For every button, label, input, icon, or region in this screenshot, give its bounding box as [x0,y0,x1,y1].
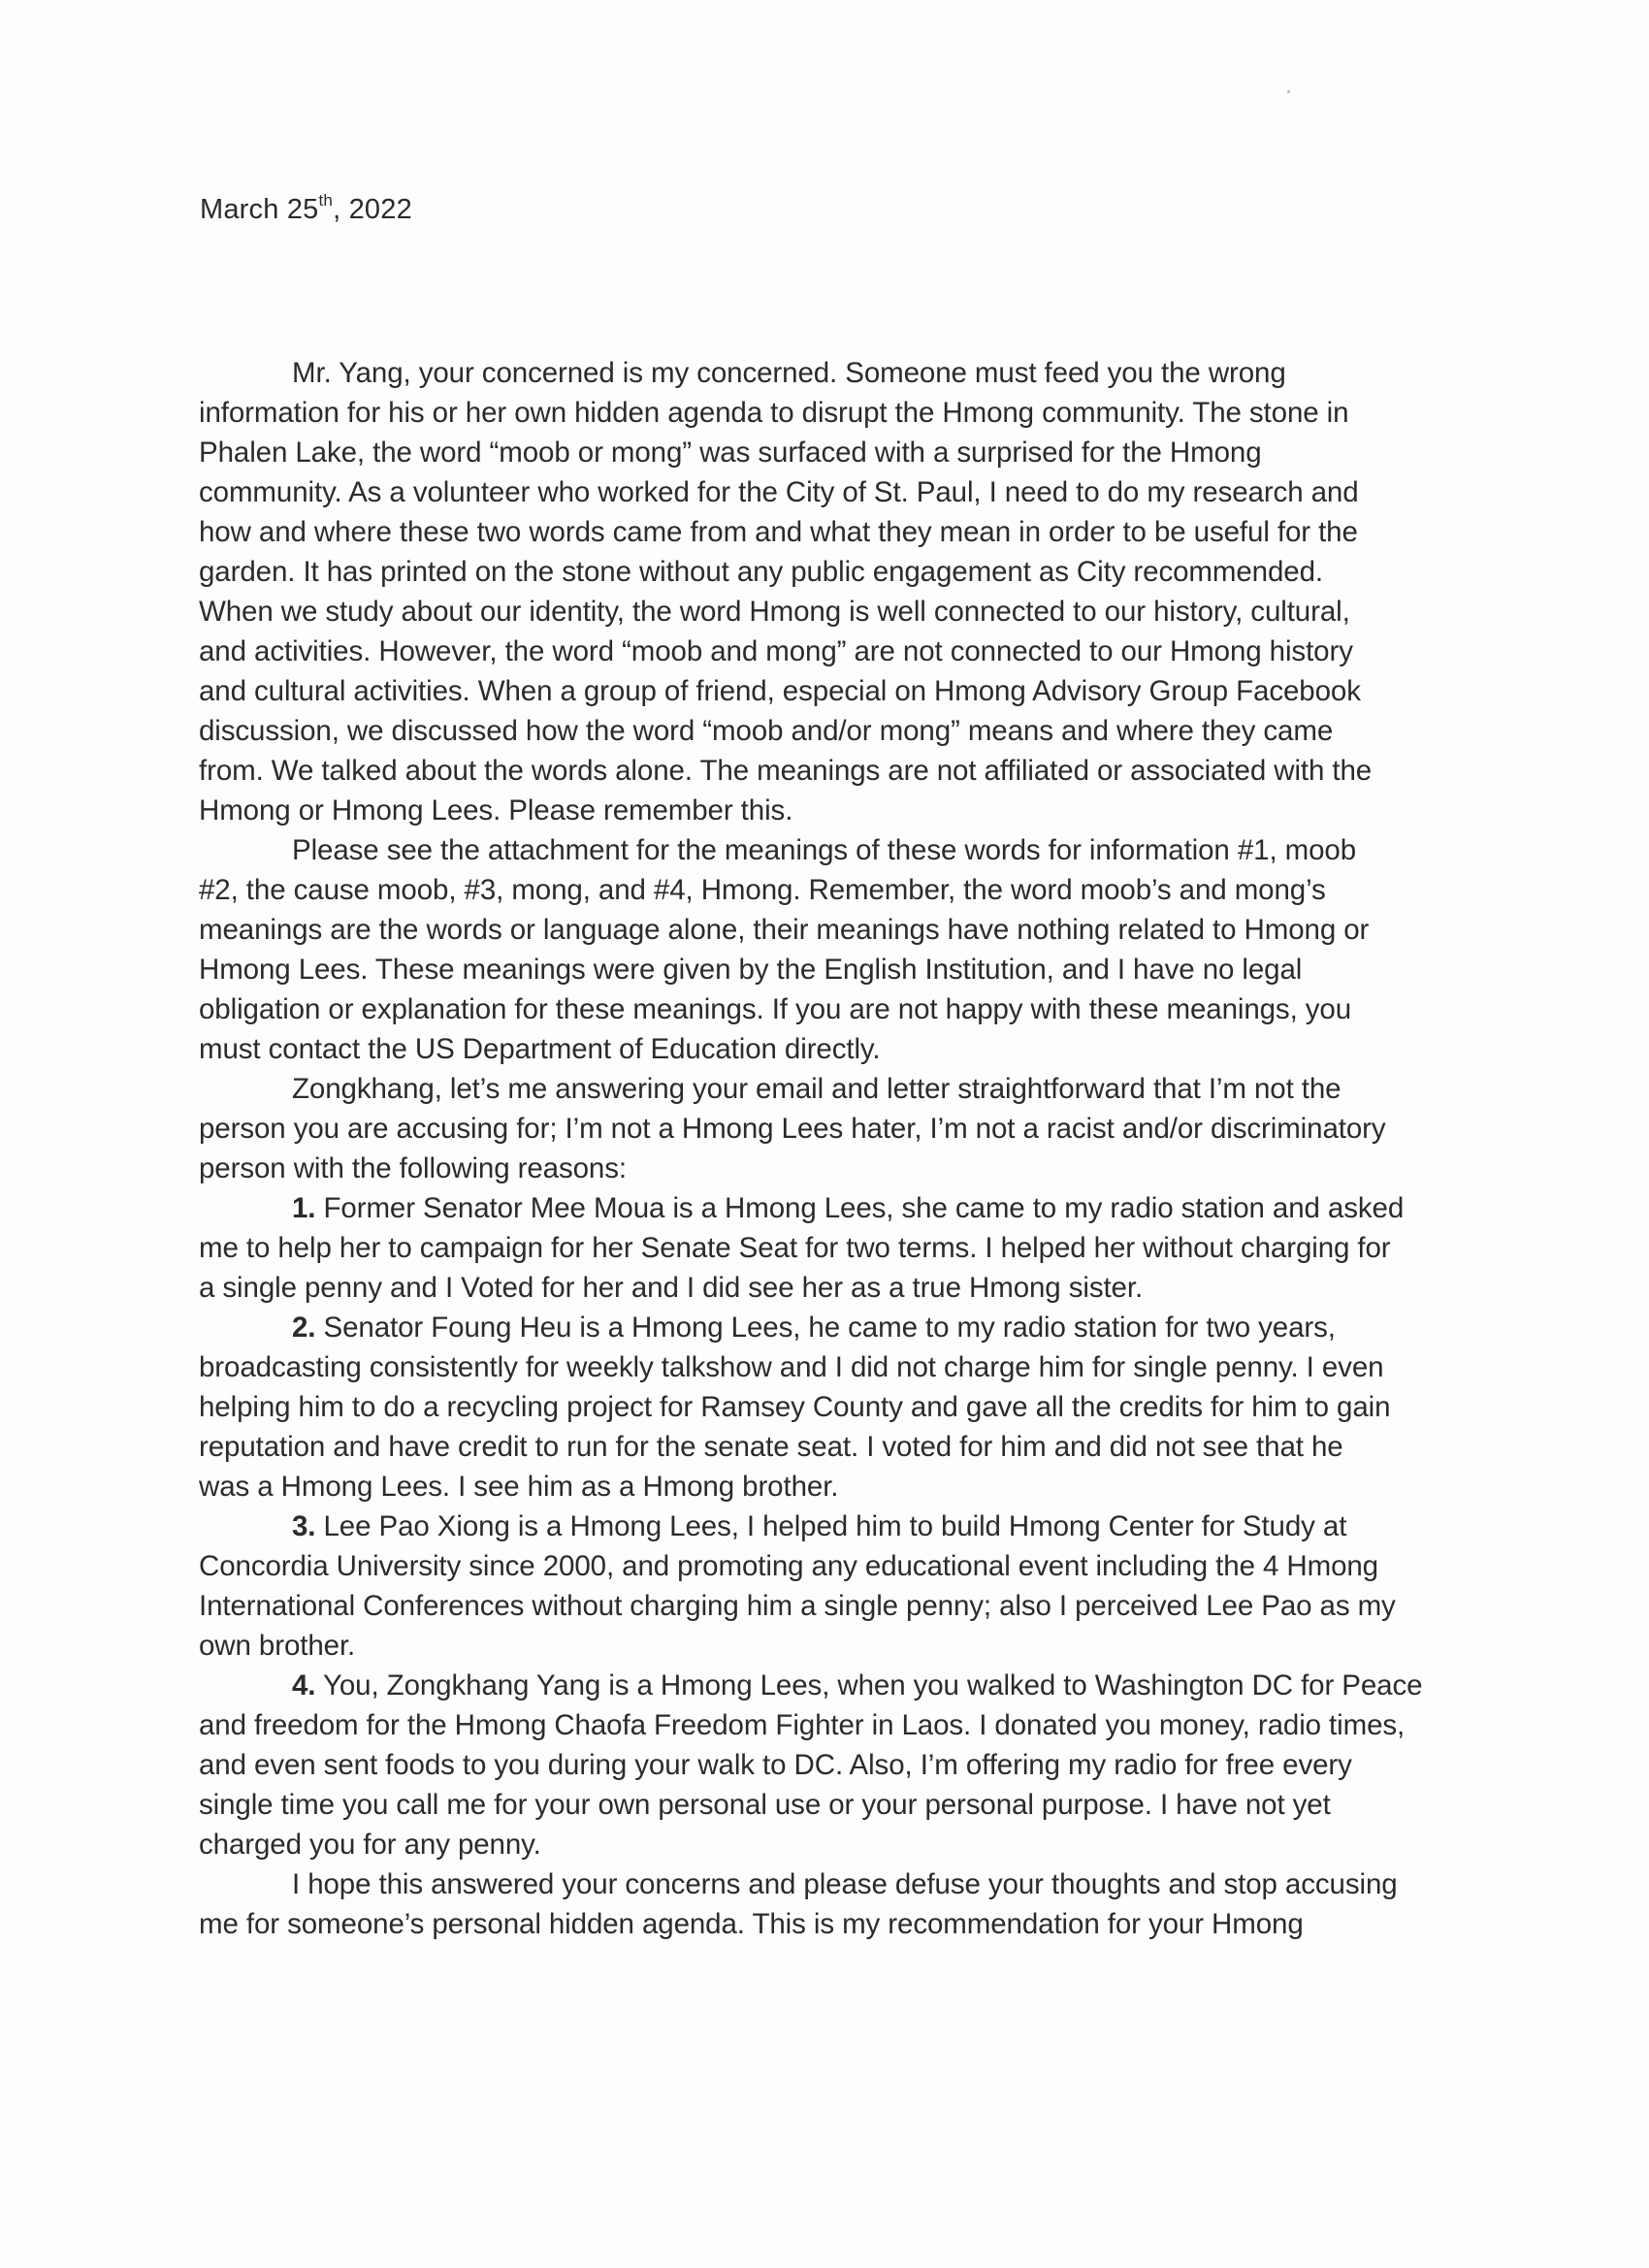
text-line: and activities. However, the word “moob and mong” are not connected to our Hmong history [199,635,1353,667]
reason-text: Senator Foung Heu is a Hmong Lees, he came to my radio station for two years, [315,1312,1336,1344]
reason-text: You, Zongkhang Yang is a Hmong Lees, when you walked to Washington DC for Peace [315,1669,1423,1701]
text-line: When we study about our identity, the word Hmong is well connected to our history, cultural, [199,596,1350,628]
text-line: Hmong Lees. These meanings were given by the English Institution, and I have no legal [199,954,1303,986]
reason-text: Lee Pao Xiong is a Hmong Lees, I helped him to build Hmong Center for Study at [315,1510,1347,1542]
text-line: charged you for any penny. [199,1829,541,1861]
text-line: and freedom for the Hmong Chaofa Freedom Fighter in Laos. I donated you money, radio times, [199,1709,1406,1741]
text-line: broadcasting consistently for weekly talkshow and I did not charge him for single penny. I even [199,1351,1384,1383]
text-line: a single penny and I Voted for her and I did see her as a true Hmong sister. [199,1272,1144,1304]
text-line: person you are accusing for; I’m not a Hmong Lees hater, I’m not a racist and/or discriminatory [199,1113,1386,1145]
text-line: information for his or her own hidden agenda to disrupt the Hmong community. The stone in [199,397,1349,429]
text-line: must contact the US Department of Education directly. [199,1033,881,1065]
text-line: person with the following reasons: [199,1152,627,1184]
reason-number: 2. [292,1312,316,1344]
reason-number: 3. [292,1510,316,1542]
text-line: own brother. [199,1630,356,1662]
text-line: Phalen Lake, the word “moob or mong” was surfaced with a surprised for the Hmong [199,437,1262,469]
text-line: Concordia University since 2000, and promoting any educational event including the 4 Hmong [199,1550,1378,1582]
scan-speck [1287,90,1290,93]
text-line [199,1308,1489,1347]
text-line: from. We talked about the words alone. The meanings are not affiliated or associated with the [199,755,1373,787]
text-line: community. As a volunteer who worked for the City of St. Paul, I need to do my research and [199,476,1359,508]
text-line: how and where these two words came from and what they mean in order to be useful for the [199,516,1358,548]
letter-body [199,353,1489,1944]
date-month-day: March 25 [200,194,319,225]
paragraph-closing [199,1864,1489,1944]
reason-text: Former Senator Mee Moua is a Hmong Lees, she came to my radio station and asked [315,1192,1405,1224]
reason-number: 4. [292,1669,316,1701]
text-line: and even sent foods to you during your walk to DC. Also, I’m offering my radio for free every [199,1749,1352,1781]
reason-number: 1. [292,1192,316,1224]
text-line: Please see the attachment for the meanings of these words for information #1, moob [292,834,1357,866]
text-line: International Conferences without charging him a single penny; also I perceived Lee Pao as my [199,1590,1396,1622]
reason-item-3 [199,1507,1489,1666]
text-line: #2, the cause moob, #3, mong, and #4, Hmong. Remember, the word moob’s and mong’s [199,874,1326,906]
text-line: Mr. Yang, your concerned is my concerned. Someone must feed you the wrong [292,357,1286,389]
text-line: me for someone’s personal hidden agenda. This is my recommendation for your Hmong [199,1908,1304,1940]
text-line: reputation and have credit to run for the senate seat. I voted for him and did not see that he [199,1431,1343,1463]
text-line: single time you call me for your own personal use or your personal purpose. I have not yet [199,1789,1331,1821]
date-year: , 2022 [333,194,412,225]
text-line: garden. It has printed on the stone without any public engagement as City recommended. [199,556,1323,588]
text-line: obligation or explanation for these meanings. If you are not happy with these meanings, you [199,993,1352,1025]
paragraph-response [199,1069,1489,1188]
text-line [199,1507,1489,1546]
reason-item-2 [199,1308,1489,1507]
text-line [199,1188,1489,1228]
reason-item-4 [199,1666,1489,1864]
text-line: Hmong or Hmong Lees. Please remember this. [199,794,793,826]
paragraph-attachment [199,830,1489,1069]
text-line: Zongkhang, let’s me answering your email and letter straightforward that I’m not the [292,1073,1342,1105]
text-line: and cultural activities. When a group of friend, especial on Hmong Advisory Group Facebook [199,675,1361,707]
text-line: me to help her to campaign for her Senate Seat for two terms. I helped her without charging for [199,1232,1391,1264]
reason-item-1 [199,1188,1489,1308]
text-line: I hope this answered your concerns and please defuse your thoughts and stop accusing [292,1868,1398,1900]
text-line: was a Hmong Lees. I see him as a Hmong brother. [199,1471,839,1503]
date-ordinal-suffix: th [318,191,334,210]
text-line [199,1666,1489,1705]
letter-date [200,191,412,226]
text-line: meanings are the words or language alone, their meanings have nothing related to Hmong or [199,914,1370,946]
text-line: discussion, we discussed how the word “moob and/or mong” means and where they came [199,715,1334,747]
paragraph-intro [199,353,1489,830]
text-line: helping him to do a recycling project for Ramsey County and gave all the credits for him to gain [199,1391,1391,1423]
